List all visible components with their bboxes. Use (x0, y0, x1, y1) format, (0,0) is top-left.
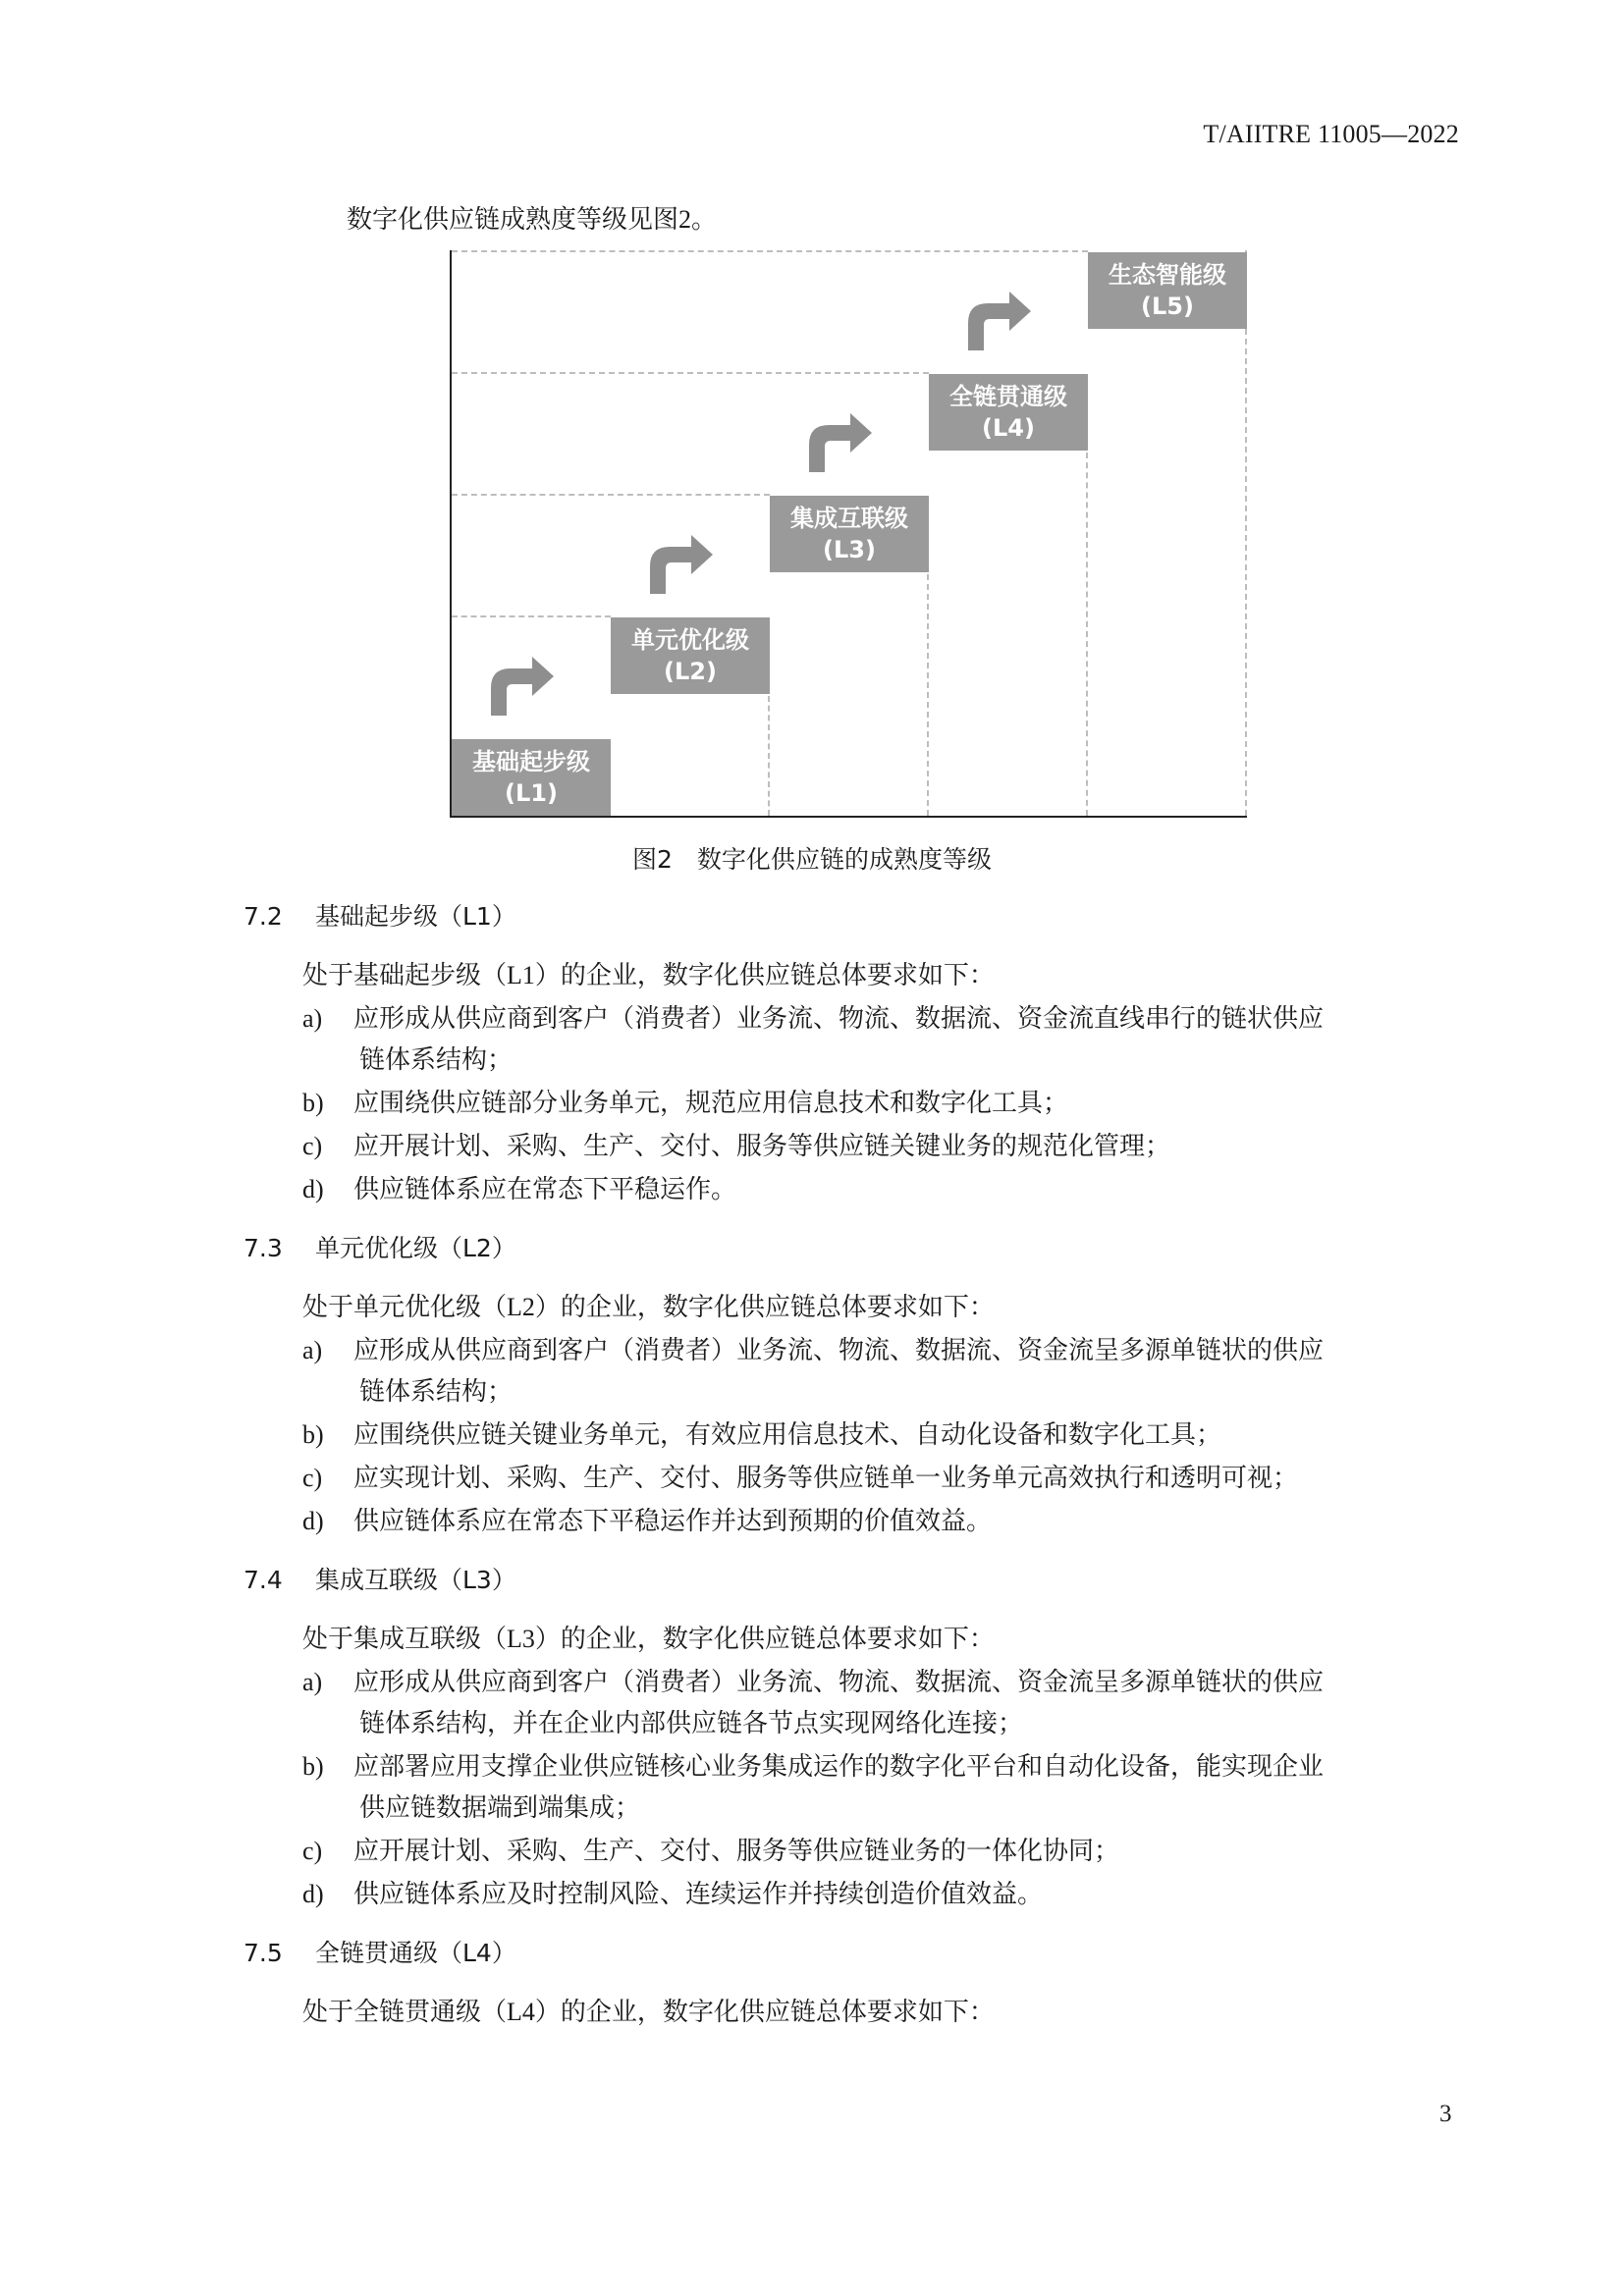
section-heading-7-3 (244, 1227, 516, 1270)
item-text: 应形成从供应商到客户（消费者）业务流、物流、数据流、资金流直线串行的链状供应 (353, 1004, 1325, 1033)
level-box-l2 (611, 617, 770, 694)
section-number: 7.5 (244, 1939, 283, 1967)
level-box-l1 (452, 739, 611, 816)
page-number: 3 (1439, 2101, 1452, 2127)
item-label: d) (302, 1175, 324, 1203)
item-continuation: 供应链数据端到端集成； (359, 1793, 641, 1822)
item-text: 应开展计划、采购、生产、交付、服务等供应链关键业务的规范化管理； (353, 1132, 1171, 1160)
level-code: (L1) (505, 779, 558, 807)
item-continuation: 链体系结构； (359, 1377, 514, 1406)
item-text: 供应链体系应在常态下平稳运作。 (353, 1175, 737, 1203)
section-heading-7-5 (244, 1932, 516, 1975)
list-item (302, 1873, 1043, 1916)
list-item (302, 997, 1324, 1041)
item-label: b) (302, 1752, 324, 1781)
list-item (302, 1414, 1221, 1457)
grid-line (927, 574, 929, 816)
level-box-l5 (1088, 252, 1247, 329)
list-item (302, 1168, 736, 1211)
section-heading-7-4 (244, 1559, 516, 1602)
item-label: a) (302, 1336, 323, 1364)
intro-paragraph: 数字化供应链成熟度等级见图2。 (347, 205, 718, 234)
level-code: (L4) (982, 414, 1035, 442)
section-lead: 处于基础起步级（L1）的企业，数字化供应链总体要求如下： (302, 961, 995, 989)
item-text: 应围绕供应链关键业务单元，有效应用信息技术、自动化设备和数字化工具； (353, 1420, 1222, 1449)
figure-caption: 图2 数字化供应链的成熟度等级 (632, 845, 992, 874)
grid-line (452, 372, 929, 374)
section-title: 单元优化级（L2） (315, 1234, 516, 1262)
item-text: 应实现计划、采购、生产、交付、服务等供应链单一业务单元高效执行和透明可视； (353, 1464, 1299, 1492)
level-name: 集成互联级 (790, 505, 908, 532)
item-label: c) (302, 1132, 323, 1160)
turn-right-arrow-icon (646, 533, 715, 594)
level-code: (L2) (664, 658, 717, 685)
list-item (302, 1082, 1068, 1125)
section-title: 全链贯通级（L4） (315, 1939, 516, 1967)
item-text: 应围绕供应链部分业务单元，规范应用信息技术和数字化工具； (353, 1089, 1069, 1117)
item-label: c) (302, 1837, 323, 1865)
section-number: 7.4 (244, 1566, 283, 1594)
item-label: c) (302, 1464, 323, 1492)
level-name: 生态智能级 (1109, 261, 1226, 289)
item-continuation: 链体系结构，并在企业内部供应链各节点实现网络化连接； (359, 1709, 1024, 1737)
turn-right-arrow-icon (964, 290, 1033, 350)
turn-right-arrow-icon (487, 655, 556, 716)
list-item (302, 1500, 992, 1543)
grid-line (1086, 453, 1088, 816)
maturity-level-diagram (450, 250, 1247, 818)
item-continuation: 链体系结构； (359, 1045, 514, 1074)
grid-line (452, 615, 611, 617)
section-number: 7.3 (244, 1234, 283, 1262)
level-code: (L3) (823, 536, 876, 563)
diagram-axis-left (450, 250, 452, 818)
item-text: 应部署应用支撑企业供应链核心业务集成运作的数字化平台和自动化设备，能实现企业 (353, 1752, 1325, 1781)
section-lead: 处于全链贯通级（L4）的企业，数字化供应链总体要求如下： (302, 1998, 995, 2026)
grid-line (768, 696, 770, 816)
level-name: 基础起步级 (472, 748, 590, 775)
list-item (302, 1745, 1324, 1789)
item-text: 应形成从供应商到客户（消费者）业务流、物流、数据流、资金流呈多源单链状的供应 (353, 1668, 1325, 1696)
diagram-axis-bottom (450, 816, 1247, 818)
item-text: 应形成从供应商到客户（消费者）业务流、物流、数据流、资金流呈多源单链状的供应 (353, 1336, 1325, 1364)
section-title: 集成互联级（L3） (315, 1566, 516, 1594)
item-label: a) (302, 1668, 323, 1696)
level-box-l4 (929, 374, 1088, 451)
section-lead: 处于集成互联级（L3）的企业，数字化供应链总体要求如下： (302, 1625, 995, 1653)
grid-line (452, 250, 1088, 252)
item-label: b) (302, 1420, 324, 1449)
level-name: 全链贯通级 (949, 383, 1067, 410)
list-item (302, 1125, 1170, 1168)
item-label: d) (302, 1507, 324, 1535)
section-heading-7-2 (244, 895, 516, 938)
item-text: 供应链体系应在常态下平稳运作并达到预期的价值效益。 (353, 1507, 993, 1535)
level-box-l3 (770, 496, 929, 572)
item-label: d) (302, 1880, 324, 1908)
section-title: 基础起步级（L1） (315, 902, 516, 931)
list-item (302, 1329, 1324, 1372)
item-label: b) (302, 1089, 324, 1117)
list-item (302, 1661, 1324, 1704)
list-item (302, 1830, 1119, 1873)
item-text: 供应链体系应及时控制风险、连续运作并持续创造价值效益。 (353, 1880, 1044, 1908)
grid-line (1245, 250, 1247, 816)
level-code: (L5) (1141, 293, 1194, 320)
list-item (302, 1457, 1298, 1500)
grid-line (452, 494, 770, 496)
section-number: 7.2 (244, 902, 283, 931)
item-text: 应开展计划、采购、生产、交付、服务等供应链业务的一体化协同； (353, 1837, 1120, 1865)
document-id-header: T/AIITRE 11005—2022 (1203, 120, 1459, 148)
section-lead: 处于单元优化级（L2）的企业，数字化供应链总体要求如下： (302, 1293, 995, 1321)
item-label: a) (302, 1004, 323, 1033)
level-name: 单元优化级 (631, 626, 749, 654)
turn-right-arrow-icon (805, 411, 874, 472)
